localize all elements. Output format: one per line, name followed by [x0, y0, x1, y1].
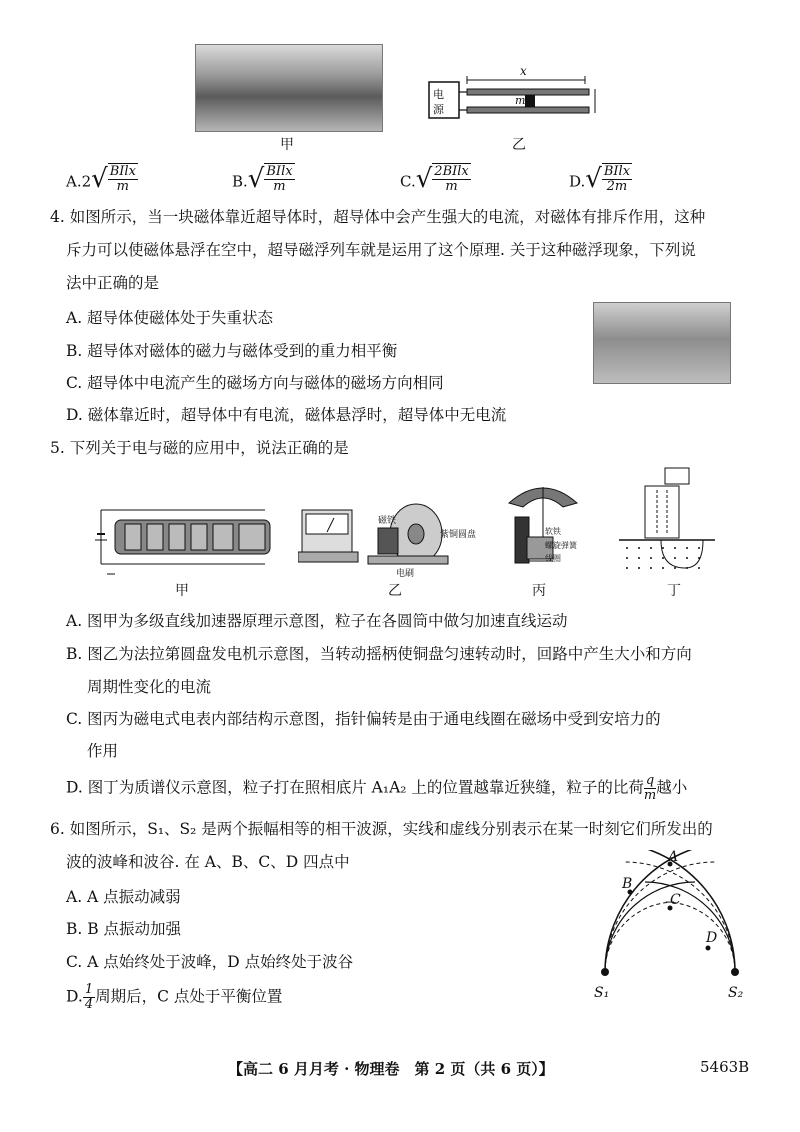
label-disk: 紫铜圆盘 — [440, 530, 477, 540]
q5-fig-caption-jia: 甲 — [175, 583, 189, 599]
galvanometer-diagram — [503, 477, 583, 577]
linear-accelerator-diagram — [95, 500, 275, 580]
m-label: m — [515, 94, 526, 107]
power-label-2: 源 — [433, 103, 444, 116]
label-spring: 螺旋弹簧 — [545, 541, 577, 550]
q5-option-c-line-1: C. 图丙为磁电式电表内部结构示意图，指针偏转是由于通电线圈在磁场中受到安培力的 — [66, 710, 661, 728]
x-label: x — [520, 64, 527, 78]
mass-spectrometer-diagram — [615, 460, 725, 580]
q4-option-d: D. 磁体靠近时，超导体中有电流，磁体悬浮时，超导体中无电流 — [66, 406, 507, 424]
page-footer: 【高二 6 月月考 · 物理卷 第 2 页（共 6 页）】 — [228, 1060, 554, 1078]
q6-option-d: D. $\frac{1}{4}$ 周期后，C 点处于平衡位置 — [66, 982, 283, 1012]
q5-fig-caption-ding: 丁 — [667, 583, 681, 599]
q5-option-b-line-1: B. 图乙为法拉第圆盘发电机示意图，当转动摇柄使铜盘匀速转动时，回路中产生大小和方向 — [66, 645, 692, 663]
label-a: A — [668, 849, 679, 865]
q4-option-a: A. 超导体使磁体处于失重状态 — [66, 309, 274, 327]
q3-option-a: A.2 √ $\frac{\text{BIlx}}{m}$ — [66, 163, 136, 194]
q4-option-b: B. 超导体对磁体的磁力与磁体受到的重力相平衡 — [66, 342, 398, 360]
faraday-disk-diagram — [298, 498, 458, 578]
q5-option-a: A. 图甲为多级直线加速器原理示意图，粒子在各圆筒中做匀加速直线运动 — [66, 612, 568, 630]
label-b: B — [622, 876, 633, 892]
label-d: D — [706, 930, 718, 946]
label-c: C — [670, 892, 681, 908]
q3-option-c: C. √ $\frac{\text{2BIlx}}{m}$ — [400, 163, 469, 194]
q6-line-1: 6. 如图所示，S₁、S₂ 是两个振幅相等的相干波源，实线和虚线分别表示在某一时刻它们所发出的 — [50, 820, 713, 838]
q3-option-d: D. √ $\frac{\text{BIlx}}{2m}$ — [569, 163, 631, 194]
label-s2: S₂ — [728, 985, 744, 1001]
q5-option-b-line-2: 周期性变化的电流 — [87, 678, 212, 696]
q6-line-2: 波的波峰和波谷. 在 A、B、C、D 四点中 — [66, 853, 350, 871]
figure-caption-yi: 乙 — [512, 137, 526, 153]
q6-option-a: A. A 点振动减弱 — [66, 888, 181, 906]
paper-code: 5463B — [700, 1058, 750, 1076]
label-wire: 线圈 — [545, 554, 561, 563]
q4-line-3: 法中正确的是 — [66, 274, 160, 292]
figure-caption-jia: 甲 — [280, 137, 294, 153]
q4-option-c: C. 超导体中电流产生的磁场方向与磁体的磁场方向相同 — [66, 374, 444, 392]
q4-line-1: 4. 如图所示，当一块磁体靠近超导体时，超导体中会产生强大的电流，对磁体有排斥作用，这种 — [50, 208, 706, 226]
q5-stem: 5. 下列关于电与磁的应用中，说法正确的是 — [50, 439, 349, 457]
q4-line-2: 斥力可以使磁体悬浮在空中，超导磁浮列车就是运用了这个原理. 关于这种磁浮现象，下列说 — [66, 241, 696, 259]
maglev-train-photo — [195, 44, 383, 132]
q3-option-b: B. √ $\frac{\text{BIlx}}{m}$ — [232, 163, 293, 194]
maglev-demo-photo — [593, 302, 731, 384]
label-s1: S₁ — [594, 985, 610, 1001]
q5-fig-caption-yi: 乙 — [388, 583, 402, 599]
label-iron: 软铁 — [545, 527, 561, 536]
power-label-1: 电 — [433, 88, 444, 101]
q5-fig-caption-bing: 丙 — [532, 583, 546, 599]
q5-option-c-line-2: 作用 — [87, 742, 119, 760]
label-brush: 电刷 — [396, 569, 415, 579]
label-magnet: 磁铁 — [378, 516, 397, 526]
q6-option-b: B. B 点振动加强 — [66, 920, 182, 938]
q6-option-c: C. A 点始终处于波峰，D 点始终处于波谷 — [66, 953, 354, 971]
q5-option-d: D. 图丁为质谱仪示意图，粒子打在照相底片 A₁A₂ 上的位置越靠近狭缝，粒子的比荷 $\frac{q}{m}$ 越小 — [66, 773, 688, 803]
